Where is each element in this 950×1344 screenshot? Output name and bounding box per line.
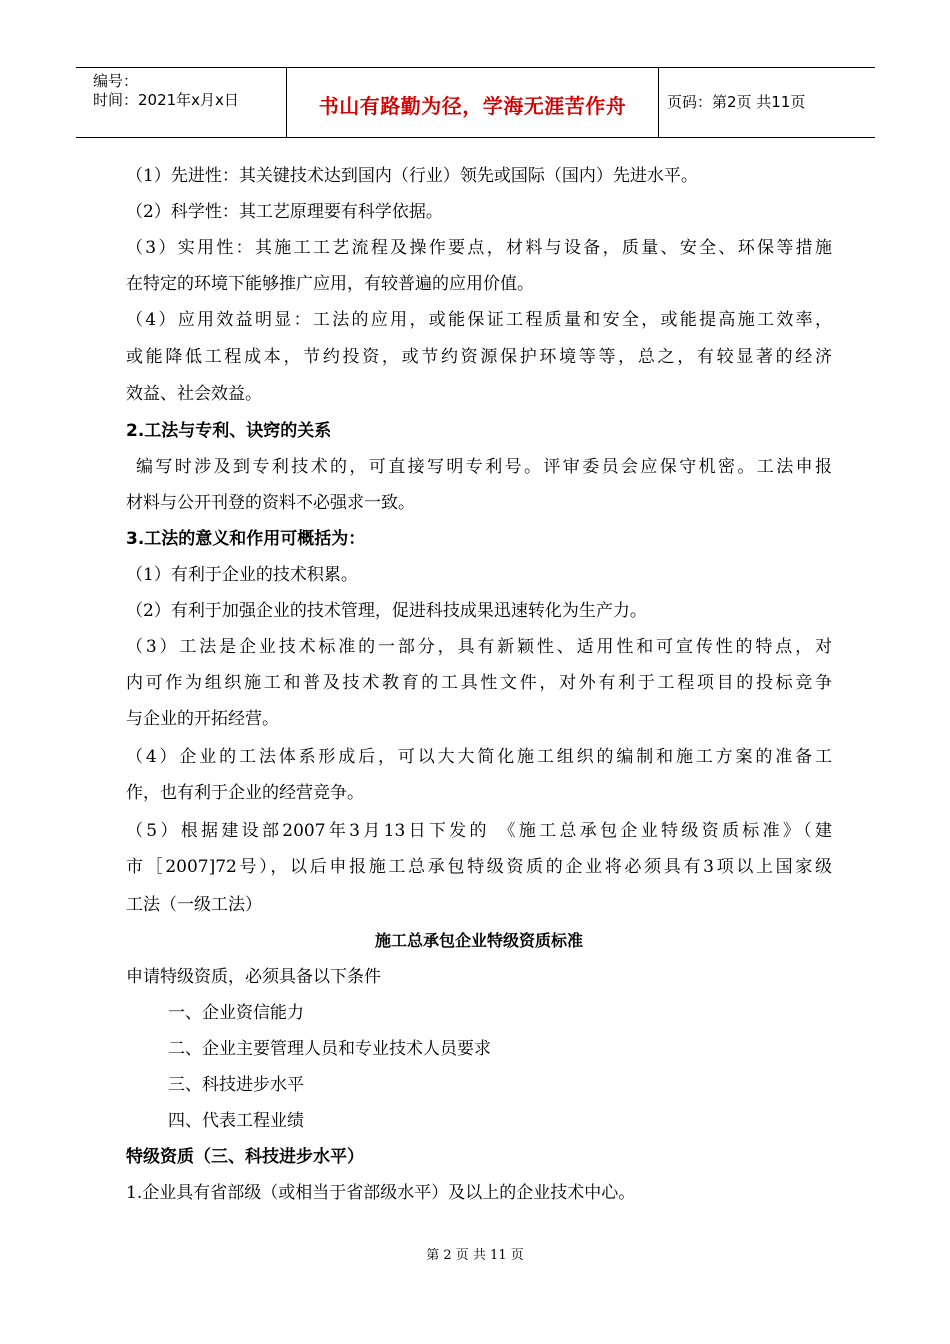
page-header: [76, 67, 875, 138]
doc-number-label: 编号：: [93, 72, 139, 90]
condition-2: 二、企业主要管理人员和专业技术人员要求: [168, 1039, 491, 1059]
header-meta-cell: [76, 68, 287, 137]
condition-1: 一、企业资信能力: [168, 1003, 304, 1023]
section3-item1: （1）有利于企业的技术积累。: [126, 565, 358, 585]
paragraph-practical-line1: （3）实用性：其施工工艺流程及操作要点，材料与设备，质量、安全、环保等措施: [126, 238, 832, 258]
special-grade-heading: 特级资质（三、科技进步水平）: [126, 1147, 364, 1167]
section3-item3-line3: 与企业的开拓经营。: [126, 709, 279, 729]
paragraph-benefit-line2: 或能降低工程成本，节约投资，或节约资源保护环境等等，总之，有较显著的经济: [126, 347, 832, 367]
section3-item5-line1: （5）根据建设部2007年3月13日下发的 《施工总承包企业特级资质标准》（建: [126, 821, 832, 841]
header-page-label: 页码：第2页 共11页: [667, 93, 806, 111]
special-grade-item1: 1.企业具有省部级（或相当于省部级水平）及以上的企业技术中心。: [126, 1183, 636, 1203]
paragraph-advanced: （1）先进性：其关键技术达到国内（行业）领先或国际（国内）先进水平。: [126, 166, 698, 186]
section-heading-3: 3.工法的意义和作用可概括为：: [126, 529, 366, 549]
section3-item3-line1: （3）工法是企业技术标准的一部分，具有新颖性、适用性和可宣传性的特点，对: [126, 637, 832, 657]
section3-item3-line2: 内可作为组织施工和普及技术教育的工具性文件，对外有利于工程项目的投标竞争: [126, 673, 832, 693]
standard-intro: 申请特级资质，必须具备以下条件: [126, 967, 381, 987]
section-heading-2: 2.工法与专利、诀窍的关系: [126, 421, 332, 441]
section3-item5-line2: 市［2007]72号），以后申报施工总承包特级资质的企业将必须具有3项以上国家级: [126, 857, 832, 877]
condition-3: 三、科技进步水平: [168, 1075, 304, 1095]
paragraph-scientific: （2）科学性：其工艺原理要有科学依据。: [126, 202, 443, 222]
paragraph-benefit-line1: （4）应用效益明显：工法的应用，或能保证工程质量和安全，或能提高施工效率，: [126, 310, 832, 330]
paragraph-practical-line2: 在特定的环境下能够推广应用，有较普遍的应用价值。: [126, 274, 534, 294]
header-motto-cell: [287, 68, 659, 137]
section2-text-line1: 编写时涉及到专利技术的，可直接写明专利号。评审委员会应保守机密。工法申报: [136, 457, 832, 477]
section2-text-line2: 材料与公开刊登的资料不必强求一致。: [126, 493, 415, 513]
condition-4: 四、代表工程业绩: [168, 1111, 304, 1131]
doc-time-label: 时间：2021年x月x日: [93, 91, 239, 109]
section3-item4-line1: （4）企业的工法体系形成后，可以大大简化施工组织的编制和施工方案的准备工: [126, 747, 832, 767]
standard-title: 施工总承包企业特级资质标准: [374, 931, 583, 950]
section3-item2: （2）有利于加强企业的技术管理，促进科技成果迅速转化为生产力。: [126, 601, 647, 621]
header-motto: 书山有路勤为径，学海无涯苦作舟: [318, 94, 627, 118]
paragraph-benefit-line3: 效益、社会效益。: [126, 384, 262, 404]
header-page-cell: [659, 68, 875, 137]
page-footer: 第 2 页 共 11 页: [426, 1248, 524, 1263]
section3-item4-line2: 作，也有利于企业的经营竞争。: [126, 783, 364, 803]
section3-item5-line3: 工法（一级工法）: [126, 895, 262, 915]
